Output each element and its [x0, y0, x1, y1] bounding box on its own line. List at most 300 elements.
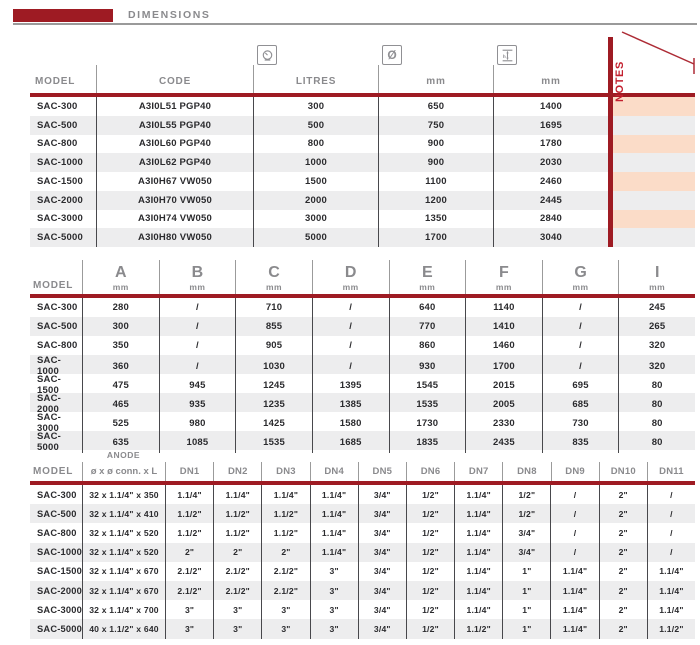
- cell-dn3: 1.1/4": [261, 485, 309, 504]
- cell-dn4: 3": [310, 581, 358, 600]
- cell-anode-size: 32 x 1.1/4" x 350: [82, 485, 165, 504]
- cell-dn9: /: [550, 485, 598, 504]
- column-header-dimension: [465, 260, 542, 294]
- dimension-letter: F: [499, 264, 509, 281]
- svg-text:h: h: [502, 54, 506, 60]
- cell-dn9: /: [550, 523, 598, 542]
- table-row: [30, 228, 695, 247]
- dimension-unit: mm: [266, 282, 283, 292]
- cell-dn7: 1.1/4": [454, 504, 502, 523]
- cell-dn2: 3": [213, 600, 261, 619]
- cell-dn11: 1.1/4": [647, 581, 695, 600]
- cell-dn7: 1.1/4": [454, 523, 502, 542]
- cell-dn10: 2": [599, 600, 647, 619]
- cell-dn8: 1": [502, 619, 550, 638]
- cell-anode-size: 40 x 1.1/2" x 640: [82, 619, 165, 638]
- cell-dn1: 1.1/4": [165, 485, 213, 504]
- cell-dim-c: 1425: [235, 412, 312, 434]
- column-header-dn: DN5: [358, 462, 406, 481]
- table-row: [30, 412, 695, 434]
- anode-label-row: [30, 450, 695, 462]
- cell-dim-g: /: [542, 317, 619, 336]
- cell-model: SAC-2000: [37, 585, 83, 596]
- dimension-letter: C: [268, 264, 280, 281]
- dimension-letter: A: [115, 264, 127, 281]
- table-row: [30, 581, 695, 600]
- cell-dim-f: 1140: [465, 298, 542, 317]
- cell-model: SAC-5000: [37, 232, 83, 244]
- cell-dim-f: 1410: [465, 317, 542, 336]
- cell-dn4: 3": [310, 600, 358, 619]
- cell-anode-size: 32 x 1.1/4" x 670: [82, 581, 165, 600]
- cell-dn6: 1/2": [406, 485, 454, 504]
- dimension-letter: G: [574, 264, 587, 281]
- cell-code: A3I0L55 PGP40: [96, 116, 253, 135]
- cell-dim-f: 2005: [465, 393, 542, 415]
- table3-body: [30, 485, 695, 639]
- dimension-letter: I: [654, 264, 660, 281]
- dimension-unit: mm: [342, 282, 359, 292]
- cell-dn9: /: [550, 543, 598, 562]
- cell-anode-size: 32 x 1.1/4" x 670: [82, 562, 165, 581]
- cell-notes: [613, 191, 695, 210]
- cell-dim-d: 1395: [312, 374, 389, 396]
- cell-dn6: 1/2": [406, 581, 454, 600]
- cell-dn2: 2.1/2": [213, 562, 261, 581]
- table-row: [30, 336, 695, 355]
- cell-dn11: 1.1/4": [647, 600, 695, 619]
- cell-dim-a: 525: [82, 412, 159, 434]
- cell-dn3: 1.1/2": [261, 523, 309, 542]
- table2-header-row: [30, 260, 695, 294]
- cell-dim-a: 465: [82, 393, 159, 415]
- cell-dim-a: 635: [82, 431, 159, 453]
- dimension-letter: D: [344, 264, 357, 281]
- cell-dn8: 1": [502, 581, 550, 600]
- cell-model: SAC-3000: [37, 604, 83, 615]
- table-row: [30, 135, 695, 154]
- cell-dim-c: 1245: [235, 374, 312, 396]
- cell-dim-b: /: [159, 355, 236, 377]
- cell-model: SAC-5000: [37, 623, 83, 634]
- capacity-gauge-icon: [257, 45, 277, 65]
- cell-anode-size: 32 x 1.1/4" x 520: [82, 523, 165, 542]
- cell-diameter-mm: 650: [378, 97, 493, 116]
- column-header-model: MODEL: [33, 280, 74, 291]
- cell-model: SAC-300: [37, 489, 77, 500]
- cell-dn9: 1.1/4": [550, 600, 598, 619]
- cell-dn1: 1.1/2": [165, 504, 213, 523]
- cell-height-mm: 3040: [493, 228, 608, 247]
- cell-dim-d: /: [312, 317, 389, 336]
- cell-height-mm: 2840: [493, 210, 608, 229]
- cell-dn6: 1/2": [406, 562, 454, 581]
- cell-dn6: 1/2": [406, 619, 454, 638]
- column-header-dn: DN1: [165, 462, 213, 481]
- cell-dn6: 1/2": [406, 523, 454, 542]
- cell-dn1: 2": [165, 543, 213, 562]
- cell-code: A3I0H70 VW050: [96, 191, 253, 210]
- cell-dim-g: 695: [542, 374, 619, 396]
- cell-dn5: 3/4": [358, 619, 406, 638]
- spec-table-connections: [30, 450, 695, 639]
- column-header-dimension: [389, 260, 466, 294]
- cell-model: SAC-1500: [37, 175, 83, 187]
- cell-height-mm: 1695: [493, 116, 608, 135]
- cell-dn5: 3/4": [358, 600, 406, 619]
- cell-dim-d: /: [312, 298, 389, 317]
- cell-dn7: 1.1/4": [454, 581, 502, 600]
- cell-dim-d: 1685: [312, 431, 389, 453]
- table-row: [30, 97, 695, 116]
- cell-dn2: 3": [213, 619, 261, 638]
- cell-dim-e: 1535: [389, 393, 466, 415]
- column-header-anode-size: ø x ø conn. x L: [82, 462, 165, 481]
- cell-dim-e: 860: [389, 336, 466, 355]
- icon-row: [30, 35, 695, 65]
- cell-dim-i: 80: [618, 374, 695, 396]
- cell-dim-g: 835: [542, 431, 619, 453]
- cell-litres: 2000: [253, 191, 378, 210]
- column-header-diameter-mm: mm: [378, 65, 493, 93]
- cell-dn1: 1.1/2": [165, 523, 213, 542]
- cell-litres: 800: [253, 135, 378, 154]
- cell-dn10: 2": [599, 543, 647, 562]
- cell-dn8: 1": [502, 562, 550, 581]
- table1-body: [30, 97, 695, 247]
- cell-anode-size: 32 x 1.1/4" x 700: [82, 600, 165, 619]
- cell-dn4: 1.1/4": [310, 543, 358, 562]
- dimension-unit: mm: [649, 282, 666, 292]
- table-row: [30, 543, 695, 562]
- cell-dn5: 3/4": [358, 581, 406, 600]
- cell-dim-f: 2435: [465, 431, 542, 453]
- cell-diameter-mm: 1100: [378, 172, 493, 191]
- table-row: [30, 431, 695, 453]
- column-header-code: CODE: [96, 65, 253, 93]
- cell-dn11: /: [647, 485, 695, 504]
- cell-dn10: 2": [599, 523, 647, 542]
- cell-code: A3I0H80 VW050: [96, 228, 253, 247]
- cell-diameter-mm: 750: [378, 116, 493, 135]
- cell-dim-i: 80: [618, 412, 695, 434]
- cell-litres: 5000: [253, 228, 378, 247]
- cell-anode-size: 32 x 1.1/4" x 410: [82, 504, 165, 523]
- cell-dim-e: 1730: [389, 412, 466, 434]
- cell-dim-b: 1085: [159, 431, 236, 453]
- cell-model: SAC-800: [37, 527, 77, 538]
- cell-dn3: 3": [261, 619, 309, 638]
- cell-dim-f: 2330: [465, 412, 542, 434]
- cell-dn2: 2.1/2": [213, 581, 261, 600]
- cell-dn5: 3/4": [358, 562, 406, 581]
- cell-model: SAC-500: [37, 508, 77, 519]
- cell-model: SAC-500: [37, 321, 78, 332]
- spec-table-dimensions: [30, 260, 695, 453]
- cell-dn1: 3": [165, 619, 213, 638]
- dimension-letter: B: [191, 264, 204, 281]
- table-row: [30, 504, 695, 523]
- cell-dn1: 2.1/2": [165, 581, 213, 600]
- cell-dim-g: /: [542, 355, 619, 377]
- cell-dim-g: 685: [542, 393, 619, 415]
- cell-model: SAC-3000: [37, 213, 83, 225]
- cell-dn7: 1.1/4": [454, 600, 502, 619]
- cell-dim-b: /: [159, 336, 236, 355]
- cell-dn9: 1.1/4": [550, 581, 598, 600]
- column-header-model: MODEL: [35, 76, 76, 87]
- cell-dim-a: 360: [82, 355, 159, 377]
- cell-height-mm: 2460: [493, 172, 608, 191]
- cell-dim-i: 80: [618, 431, 695, 453]
- cell-dn5: 3/4": [358, 504, 406, 523]
- column-header-model: MODEL: [33, 466, 74, 477]
- dimension-unit: mm: [189, 282, 206, 292]
- cell-diameter-mm: 900: [378, 153, 493, 172]
- cell-dim-a: 350: [82, 336, 159, 355]
- cell-model: SAC-800: [37, 340, 78, 351]
- cell-dim-c: 1030: [235, 355, 312, 377]
- cell-dn4: 3": [310, 562, 358, 581]
- cell-dim-b: 980: [159, 412, 236, 434]
- column-header-dn: DN8: [502, 462, 550, 481]
- dimension-unit: mm: [572, 282, 589, 292]
- cell-litres: 500: [253, 116, 378, 135]
- cell-dn4: 1.1/4": [310, 523, 358, 542]
- dimension-unit: mm: [112, 282, 129, 292]
- cell-model: SAC-300: [37, 302, 78, 313]
- cell-dn8: 1": [502, 600, 550, 619]
- cell-dn11: 1.1/4": [647, 562, 695, 581]
- cell-model: SAC-3000: [37, 412, 62, 434]
- cell-dn11: 1.1/2": [647, 619, 695, 638]
- cell-model: SAC-2000: [37, 194, 83, 206]
- cell-dim-b: 945: [159, 374, 236, 396]
- cell-dn8: 3/4": [502, 523, 550, 542]
- cell-dn7: 1.1/4": [454, 562, 502, 581]
- cell-dn6: 1/2": [406, 543, 454, 562]
- cell-notes: [613, 135, 695, 154]
- cell-dn9: 1.1/4": [550, 562, 598, 581]
- column-header-dimension: [82, 260, 159, 294]
- cell-dim-g: /: [542, 298, 619, 317]
- column-header-dn: DN6: [406, 462, 454, 481]
- cell-dn10: 2": [599, 581, 647, 600]
- cell-dim-e: 1835: [389, 431, 466, 453]
- cell-dim-e: 1545: [389, 374, 466, 396]
- cell-dn7: 1.1/2": [454, 619, 502, 638]
- spec-table-main: [30, 35, 695, 247]
- cell-code: A3I0L51 PGP40: [96, 97, 253, 116]
- cell-dim-c: 1535: [235, 431, 312, 453]
- cell-dn8: 1/2": [502, 504, 550, 523]
- dimension-unit: mm: [419, 282, 436, 292]
- cell-dn1: 3": [165, 600, 213, 619]
- cell-dim-a: 300: [82, 317, 159, 336]
- cell-dn4: 1.1/4": [310, 504, 358, 523]
- notes-divider-bar: [608, 37, 613, 247]
- cell-dn7: 1.1/4": [454, 485, 502, 504]
- cell-dn5: 3/4": [358, 523, 406, 542]
- cell-code: A3I0H67 VW050: [96, 172, 253, 191]
- cell-dn6: 1/2": [406, 600, 454, 619]
- column-header-dimension: [159, 260, 236, 294]
- cell-dim-c: 1235: [235, 393, 312, 415]
- cell-notes: [613, 116, 695, 135]
- cell-dn10: 2": [599, 504, 647, 523]
- cell-model: SAC-1500: [37, 374, 62, 396]
- column-header-dn: DN3: [261, 462, 309, 481]
- table1-header-row: [30, 65, 695, 93]
- cell-height-mm: 2030: [493, 153, 608, 172]
- cell-model: SAC-1000: [37, 355, 62, 377]
- cell-model: SAC-500: [37, 119, 78, 131]
- cell-code: A3I0L60 PGP40: [96, 135, 253, 154]
- cell-dim-i: 80: [618, 393, 695, 415]
- cell-model: SAC-2000: [37, 393, 62, 415]
- cell-dn6: 1/2": [406, 504, 454, 523]
- cell-litres: 3000: [253, 210, 378, 229]
- column-header-dn: DN10: [599, 462, 647, 481]
- cell-dn11: /: [647, 543, 695, 562]
- cell-litres: 300: [253, 97, 378, 116]
- cell-code: A3I0L62 PGP40: [96, 153, 253, 172]
- cell-dn11: /: [647, 523, 695, 542]
- cell-dim-d: 1580: [312, 412, 389, 434]
- table-row: [30, 485, 695, 504]
- cell-dim-b: 935: [159, 393, 236, 415]
- dimension-unit: mm: [495, 282, 512, 292]
- cell-dim-g: 730: [542, 412, 619, 434]
- cell-dim-f: 1700: [465, 355, 542, 377]
- column-header-height-mm: mm: [493, 65, 608, 93]
- column-header-dn: DN11: [647, 462, 695, 481]
- cell-dn4: 3": [310, 619, 358, 638]
- cell-dn8: 3/4": [502, 543, 550, 562]
- table-row: [30, 374, 695, 396]
- cell-dim-i: 245: [618, 298, 695, 317]
- column-header-dimension: [618, 260, 695, 294]
- column-header-dn: DN9: [551, 462, 599, 481]
- cell-notes: [613, 210, 695, 229]
- cell-dim-e: 930: [389, 355, 466, 377]
- cell-dim-f: 1460: [465, 336, 542, 355]
- cell-dn7: 1.1/4": [454, 543, 502, 562]
- cell-dn2: 1.1/2": [213, 504, 261, 523]
- cell-dim-i: 320: [618, 355, 695, 377]
- cell-dn5: 3/4": [358, 485, 406, 504]
- cell-diameter-mm: 1700: [378, 228, 493, 247]
- table-row: [30, 600, 695, 619]
- cell-dim-i: 320: [618, 336, 695, 355]
- cell-dn3: 3": [261, 600, 309, 619]
- column-header-dn: DN4: [310, 462, 358, 481]
- table-row: [30, 210, 695, 229]
- cell-dn10: 2": [599, 485, 647, 504]
- notes-column-label: NOTES: [614, 61, 626, 102]
- cell-dn9: /: [550, 504, 598, 523]
- cell-notes: [613, 153, 695, 172]
- column-header-dn: DN7: [454, 462, 502, 481]
- cell-dn3: 2.1/2": [261, 581, 309, 600]
- cell-dim-c: 905: [235, 336, 312, 355]
- cell-dn10: 2": [599, 562, 647, 581]
- cell-model: SAC-800: [37, 138, 78, 150]
- cell-diameter-mm: 1200: [378, 191, 493, 210]
- table-row: [30, 191, 695, 210]
- cell-anode-size: 32 x 1.1/4" x 520: [82, 543, 165, 562]
- table-row: [30, 355, 695, 377]
- cell-dim-i: 265: [618, 317, 695, 336]
- table-row: [30, 562, 695, 581]
- cell-dim-b: /: [159, 298, 236, 317]
- cell-model: SAC-1000: [37, 547, 83, 558]
- cell-dn5: 3/4": [358, 543, 406, 562]
- corner-decoration: [618, 27, 700, 77]
- cell-dn8: 1/2": [502, 485, 550, 504]
- cell-dn3: 2": [261, 543, 309, 562]
- cell-diameter-mm: 1350: [378, 210, 493, 229]
- column-header-dimension: [235, 260, 312, 294]
- cell-dim-d: 1385: [312, 393, 389, 415]
- cell-notes: [613, 228, 695, 247]
- header-underline: [13, 23, 697, 25]
- cell-notes: [613, 172, 695, 191]
- table-row: [30, 116, 695, 135]
- cell-dim-c: 710: [235, 298, 312, 317]
- column-header-anode: ANODE: [106, 450, 141, 460]
- cell-dim-g: /: [542, 336, 619, 355]
- cell-model: SAC-1500: [37, 566, 83, 577]
- cell-model: SAC-300: [37, 100, 78, 112]
- cell-height-mm: 1400: [493, 97, 608, 116]
- diameter-icon: Ø: [382, 45, 402, 65]
- cell-dim-a: 475: [82, 374, 159, 396]
- table-row: [30, 619, 695, 638]
- cell-dn1: 2.1/2": [165, 562, 213, 581]
- table-row: [30, 172, 695, 191]
- cell-dim-f: 2015: [465, 374, 542, 396]
- cell-litres: 1500: [253, 172, 378, 191]
- height-icon: [497, 45, 517, 65]
- table2-body: [30, 298, 695, 453]
- cell-dim-e: 640: [389, 298, 466, 317]
- table-row: [30, 298, 695, 317]
- cell-dn3: 1.1/2": [261, 504, 309, 523]
- cell-model: SAC-5000: [37, 431, 62, 453]
- cell-dn10: 2": [599, 619, 647, 638]
- cell-diameter-mm: 900: [378, 135, 493, 154]
- cell-dn4: 1.1/4": [310, 485, 358, 504]
- table-row: [30, 153, 695, 172]
- cell-model: SAC-1000: [37, 157, 83, 169]
- cell-litres: 1000: [253, 153, 378, 172]
- column-header-litres: LITRES: [253, 65, 378, 93]
- cell-height-mm: 2445: [493, 191, 608, 210]
- cell-dn9: 1.1/4": [550, 619, 598, 638]
- cell-code: A3I0H74 VW050: [96, 210, 253, 229]
- table-row: [30, 317, 695, 336]
- table-row: [30, 393, 695, 415]
- column-header-dimension: [542, 260, 619, 294]
- cell-dn3: 2.1/2": [261, 562, 309, 581]
- cell-dim-d: /: [312, 336, 389, 355]
- table-row: [30, 523, 695, 542]
- cell-dim-e: 770: [389, 317, 466, 336]
- cell-dn11: /: [647, 504, 695, 523]
- table3-header-row: [30, 462, 695, 481]
- cell-height-mm: 1780: [493, 135, 608, 154]
